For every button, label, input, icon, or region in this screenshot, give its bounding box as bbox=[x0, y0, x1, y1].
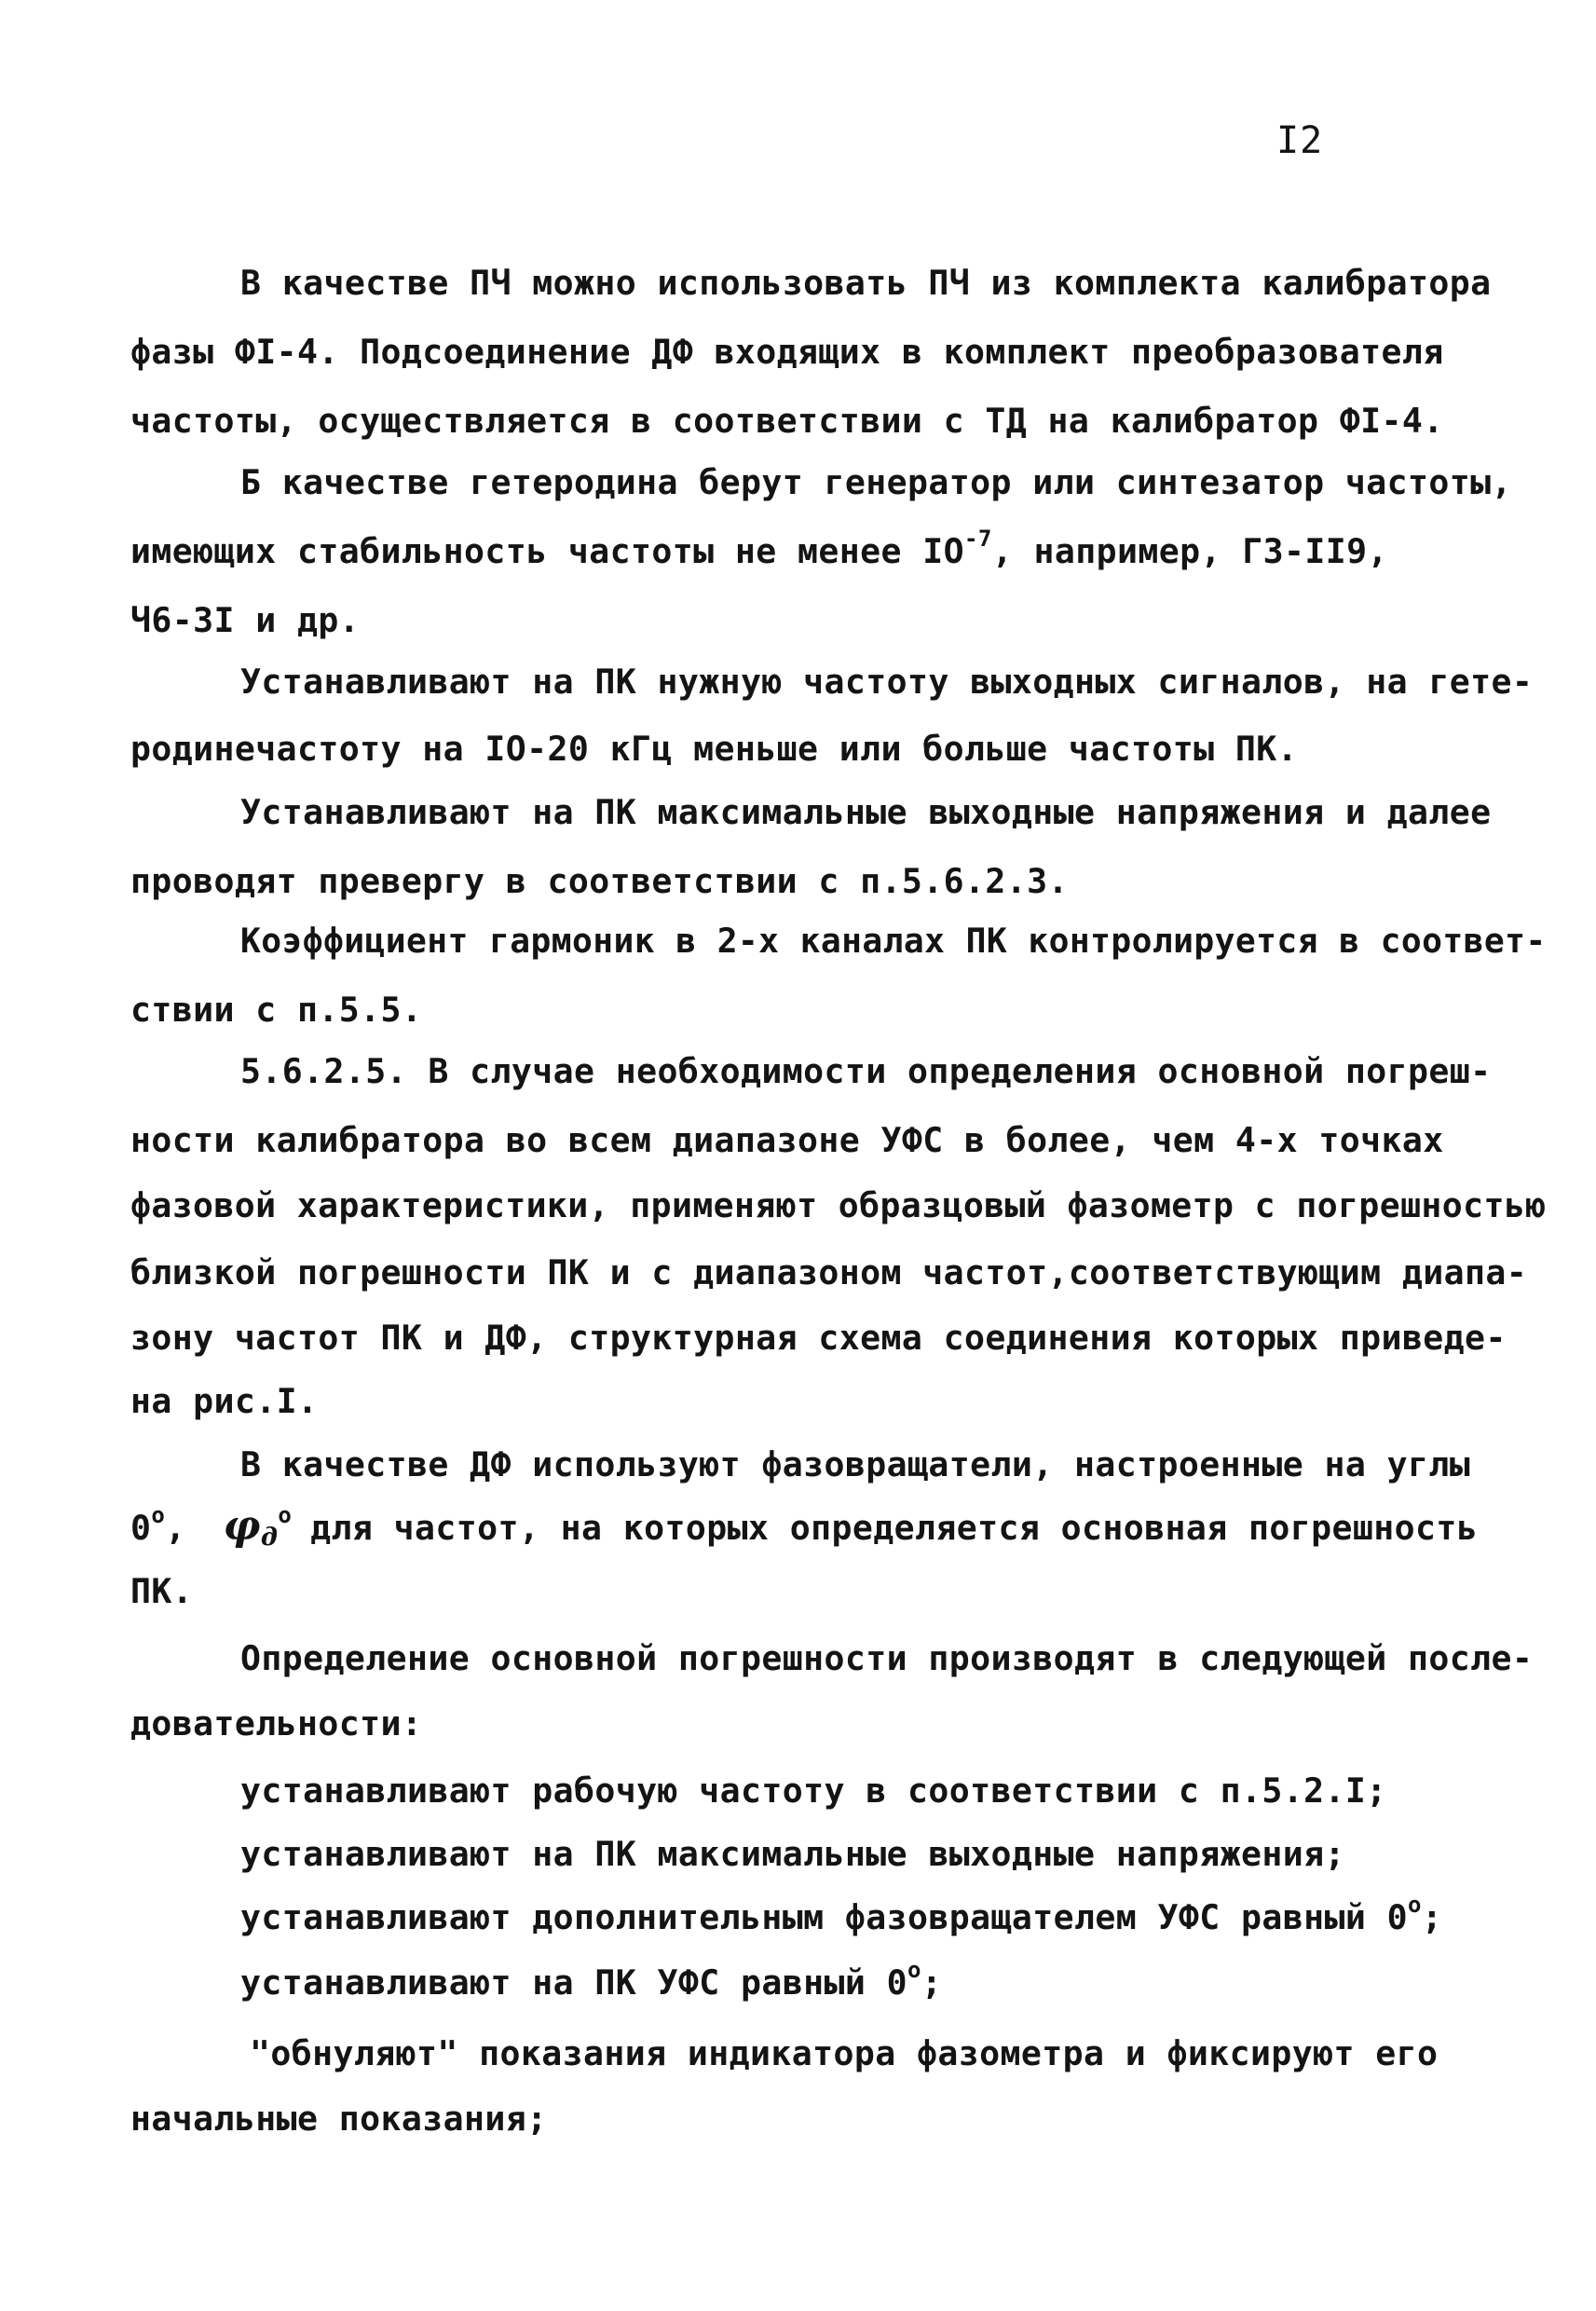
degree-mark: о bbox=[1408, 1892, 1422, 1918]
degree-mark: о bbox=[907, 1957, 921, 1983]
text-line: Устанавливают на ПК максимальные выходные напряжения и далее bbox=[240, 792, 1492, 832]
text-line bbox=[240, 1892, 1443, 1940]
text-line: на рис.I. bbox=[130, 1381, 319, 1421]
text-segment: для частот, на которых определяется основная погрешность bbox=[310, 1508, 1479, 1548]
text-line: фазовой характеристики, применяют образцовый фазометр с погрешностью bbox=[130, 1185, 1547, 1225]
text-line: начальные показания; bbox=[130, 2099, 548, 2139]
text-line: Определение основной погрешности производят в следующей после- bbox=[240, 1638, 1534, 1678]
degree-mark: о bbox=[151, 1502, 166, 1528]
text-segment: имеющих стабильность частоты не менее IO bbox=[130, 531, 964, 571]
text-line: "обнуляют" показания индикатора фазометра и фиксируют его bbox=[250, 2033, 1439, 2073]
text-line: В качестве ПЧ можно использовать ПЧ из комплекта калибратора bbox=[240, 263, 1492, 303]
text-line: ствии с п.5.5. bbox=[130, 990, 423, 1030]
text-segment: , например, ГЗ-II9, bbox=[991, 531, 1388, 571]
text-line: 5.6.2.5. В случае необходимости определения основной погреш- bbox=[240, 1051, 1492, 1091]
text-line: Коэффициент гармоник в 2-х каналах ПК контролируется в соответ- bbox=[240, 921, 1547, 961]
phi-subscript: д bbox=[260, 1524, 279, 1552]
text-line: Устанавливают на ПК нужную частоту выходных сигналов, на гете- bbox=[240, 662, 1534, 702]
text-line: частоты, осуществляется в соответствии с ТД на калибратор ФI-4. bbox=[130, 401, 1444, 441]
text-line bbox=[130, 526, 1388, 574]
text-line: зону частот ПК и ДФ, структурная схема соединения которых приведе- bbox=[130, 1318, 1507, 1358]
text-segment: устанавливают дополнительным фазовращателем УФС равный 0 bbox=[240, 1897, 1408, 1937]
degree-mark: о bbox=[278, 1502, 293, 1528]
text-line: В качестве ДФ используют фазовращатели, настроенные на углы bbox=[240, 1444, 1471, 1484]
text-line: Б качестве гетеродина берут генератор или синтезатор частоты, bbox=[240, 462, 1512, 502]
page-number: I2 bbox=[1276, 119, 1324, 162]
phi-symbol: $\varphi_д$ bbox=[223, 1502, 279, 1552]
text-line bbox=[240, 1957, 943, 2005]
text-line: ПК. bbox=[130, 1571, 194, 1611]
text-line: родинечастоту на IO-20 кГц меньше или больше частоты ПК. bbox=[130, 729, 1298, 769]
text-line: довательности: bbox=[130, 1703, 423, 1744]
text-line: близкой погрешности ПК и с диапазоном частот,соответствующим диапа- bbox=[130, 1252, 1528, 1292]
text-line: ности калибратора во всем диапазоне УФС в более, чем 4-х точках bbox=[130, 1120, 1444, 1160]
text-line: фазы ФI-4. Подсоединение ДФ входящих в комплект преобразователя bbox=[130, 332, 1444, 372]
text-segment: ; bbox=[921, 1962, 943, 2003]
text-segment: , bbox=[165, 1508, 186, 1548]
text-segment: 0 bbox=[130, 1508, 152, 1548]
exponent: -7 bbox=[964, 526, 992, 552]
text-line: устанавливают рабочую частоту в соответствии с п.5.2.I; bbox=[240, 1771, 1387, 1811]
text-line: устанавливают на ПК максимальные выходные напряжения; bbox=[240, 1834, 1345, 1874]
text-line: проводят превергу в соответствии с п.5.6.2.3. bbox=[130, 861, 1069, 901]
text-line: Ч6-3I и др. bbox=[130, 600, 361, 640]
text-line bbox=[130, 1504, 1478, 1560]
text-segment: ; bbox=[1421, 1897, 1443, 1937]
text-segment: устанавливают на ПК УФС равный 0 bbox=[240, 1962, 907, 2003]
